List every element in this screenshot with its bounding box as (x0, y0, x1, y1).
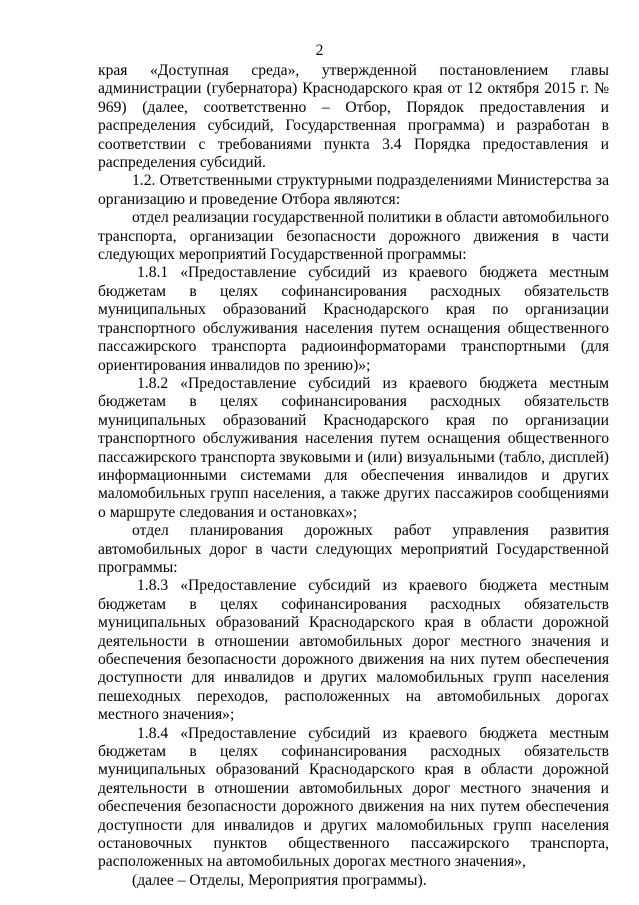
paragraph-transport-department: отдел реализации государственной политики в области автомобильного транспорта, организации безопасности дорожного движения в части следующих мероприятий Государственной программы: (98, 209, 609, 264)
document-body (98, 62, 609, 890)
paragraph-1-8-1: 1.8.1 «Предоставление субсидий из краевого бюджета местным бюджетам в целях софинансирования расходных обязательств муниципальных образований Краснодарского края по организации транспортного обслуживания населения путем оснащения общественного пассажирского транспорта радиоинформаторами транспортными (для ориентирования инвалидов по зрению)»; (98, 264, 609, 374)
paragraph-roads-department: отдел планирования дорожных работ управления развития автомобильных дорог в части следующих мероприятий Государственной программы: (98, 522, 609, 576)
paragraph-closing: (далее – Отделы, Мероприятия программы). (132, 871, 427, 889)
paragraph-1-8-2: 1.8.2 «Предоставление субсидий из краевого бюджета местным бюджетам в целях софинансирования расходных обязательств муниципальных образований Краснодарского края по организации транспортного обслуживания населения путем оснащения общественного пассажирского транспорта звуковыми и (или) визуальными (табло, дисплей) информационными системами для обеспечения инвалидов и других маломобильных групп населения, а также других пассажиров сообщениями о маршруте следования и остановках»; (98, 374, 609, 521)
page-number: 2 (315, 42, 324, 59)
paragraph-intro-continuation: края «Доступная среда», утвержденной постановлением главы администрации (губернатора) Краснодарского края от 12 октября 2015 г. № 969) (далее, соответственно – Отбор, Порядок предоставления и распределения субсидий, Государственная программа) и разработан в соответствии с требованиями пункта 3.4 Порядка предоставления и распределения субсидий. (98, 62, 609, 172)
paragraph-1-8-3: 1.8.3 «Предоставление субсидий из краевого бюджета местным бюджетам в целях софинансирования расходных обязательств муниципальных образований Краснодарского края в области дорожной деятельности в отношении автомобильных дорог местного значения и обеспечения безопасности дорожного движения на них путем обеспечения доступности для инвалидов и других маломобильных групп населения пешеходных переходов, расположенных на автомобильных дорогах местного значения»; (98, 577, 609, 724)
paragraph-1-8-4: 1.8.4 «Предоставление субсидий из краевого бюджета местным бюджетам в целях софинансирования расходных обязательств муниципальных образований Краснодарского края в области дорожной деятельности в отношении автомобильных дорог местного значения и обеспечения безопасности дорожного движения на них путем обеспечения доступности для инвалидов и других маломобильных групп населения остановочных пунктов общественного пассажирского транспорта, расположенных на автомобильных дорогах местного значения», (98, 724, 609, 871)
paragraph-1-2: 1.2. Ответственными структурными подразделениями Министерства за организацию и проведение Отбора являются: (98, 172, 609, 208)
